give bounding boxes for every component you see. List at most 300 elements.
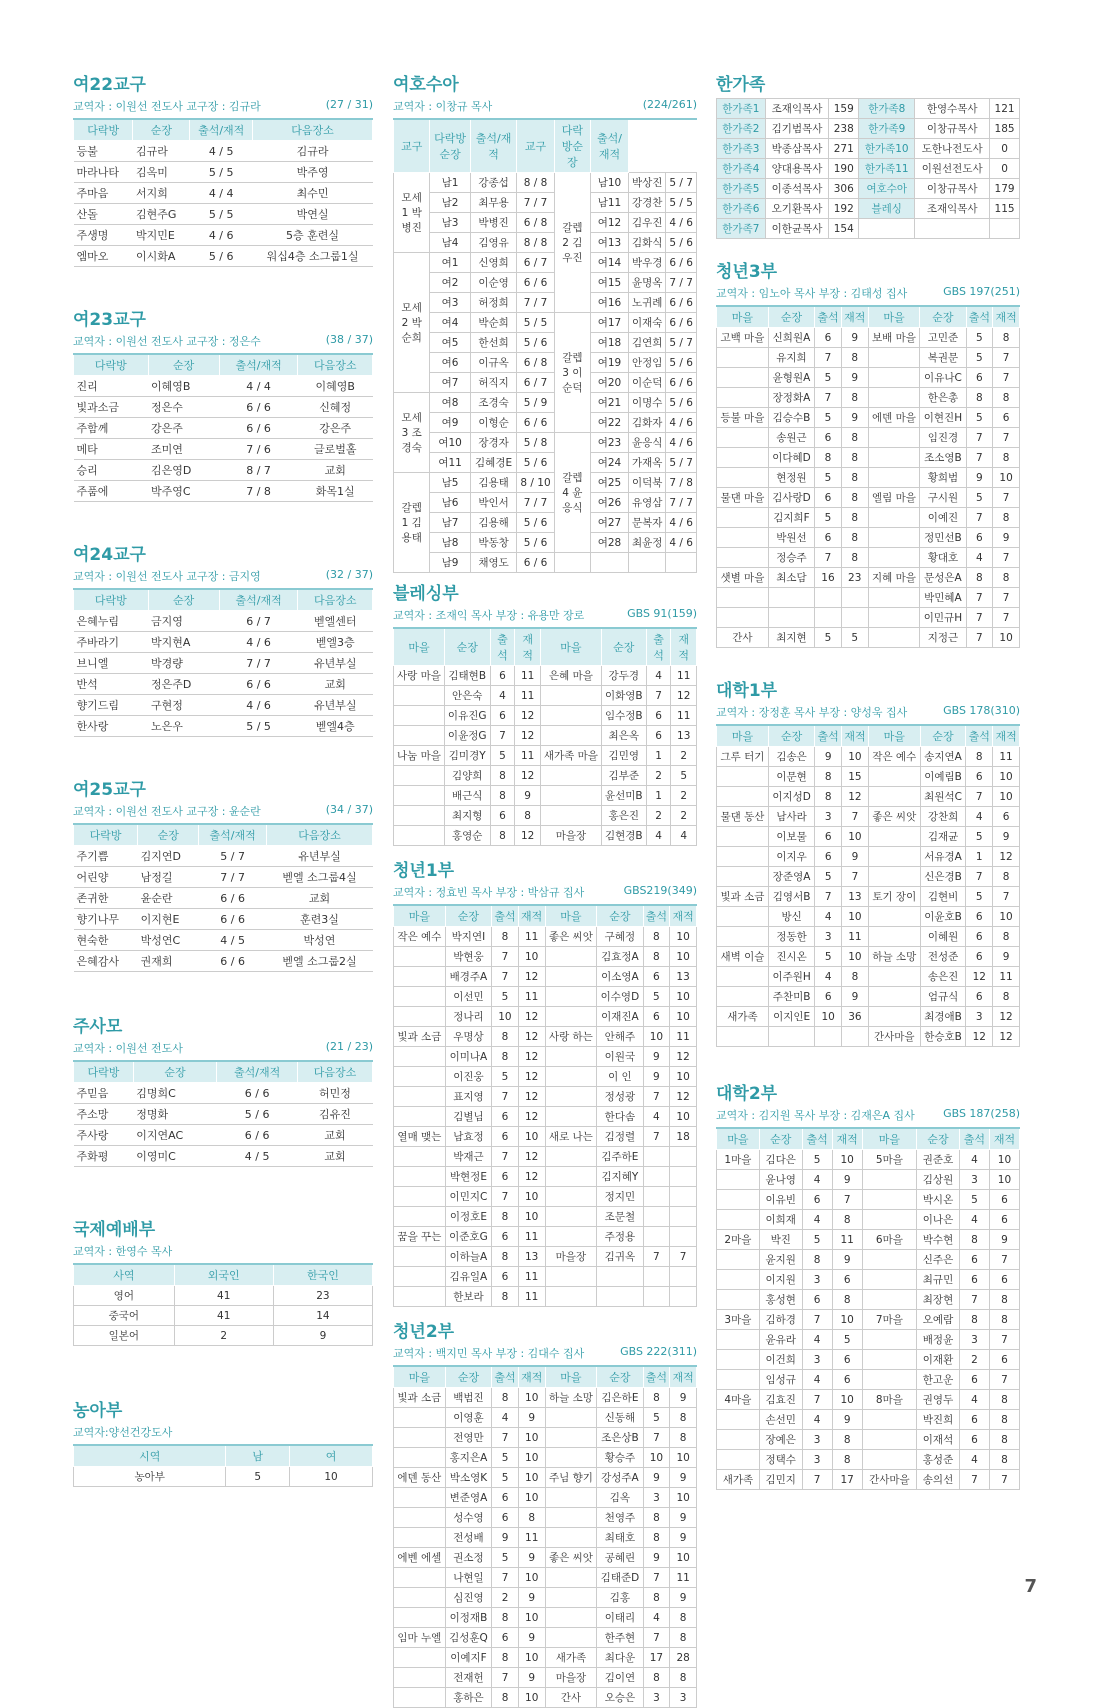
table-cell: 13: [842, 887, 869, 907]
table-cell: 8: [989, 1390, 1019, 1410]
table-cell: 남사라: [768, 807, 814, 827]
table-cell: 10: [643, 1448, 670, 1468]
table-cell: 9: [670, 1388, 697, 1408]
table-cell: 12: [515, 826, 541, 846]
table-cell: [545, 1147, 597, 1167]
count: (224/261): [642, 98, 697, 111]
table-cell: 이유빈: [759, 1190, 802, 1210]
table-cell: 9: [832, 1250, 862, 1270]
table-cell: 10: [842, 947, 869, 967]
page-number: 7: [1024, 1576, 1037, 1597]
table-cell: 10: [993, 787, 1020, 807]
table-cell: [868, 907, 920, 927]
header-row: [717, 1128, 1020, 1150]
table-cell: 6: [492, 1488, 519, 1508]
table-cell: 5 / 7: [666, 453, 697, 473]
table-cell: 6: [492, 1227, 519, 1247]
table-cell: [394, 1528, 446, 1548]
table-cell: 이문현: [768, 767, 814, 787]
table-row: [394, 1107, 697, 1127]
table-cell: 이윤호B: [920, 907, 966, 927]
table-cell: 여21: [591, 393, 629, 413]
table-cell: 8: [989, 1310, 1019, 1330]
table-cell: [815, 608, 842, 628]
table-cell: 조문철: [597, 1207, 643, 1227]
table-row: [394, 253, 697, 273]
section: [73, 540, 373, 737]
section-title: 여24교구: [73, 545, 146, 565]
table-cell: [394, 1167, 446, 1187]
table-cell: 9: [492, 1528, 519, 1548]
table-cell: [868, 368, 920, 388]
table-cell: 주소망: [74, 1104, 134, 1125]
table-cell: 김용해: [470, 513, 517, 533]
table-cell: 6: [993, 408, 1020, 428]
table-cell: 한가족4: [717, 159, 766, 179]
table-cell: 154: [829, 219, 859, 239]
table-cell: 한보라: [445, 1287, 491, 1307]
column-header: 재적: [842, 725, 869, 747]
table-cell: [717, 867, 769, 887]
table-cell: 4: [646, 666, 671, 686]
table-cell: 홍하은: [445, 1688, 491, 1708]
column-header: 출석: [643, 1366, 670, 1388]
table-cell: 빛과 소금: [394, 1027, 446, 1047]
column-header: 다락방: [74, 1061, 134, 1083]
table-cell: 조경숙: [470, 393, 517, 413]
table-cell: 5 / 6: [666, 233, 697, 253]
section-title: 한가족: [716, 75, 766, 95]
table-cell: 5 / 9: [517, 393, 554, 413]
table-row: [394, 353, 697, 373]
table-cell: 이영미C: [133, 1146, 216, 1167]
table-cell: 4: [643, 1608, 670, 1628]
table-cell: 김영유: [470, 233, 517, 253]
table-cell: 주마음: [74, 183, 133, 204]
header-row: [717, 306, 1020, 328]
table-cell: 4 / 5: [199, 930, 267, 951]
table-cell: 5 / 8: [517, 433, 554, 453]
column-header: 재적: [670, 1366, 697, 1388]
table-row: [394, 1408, 697, 1428]
column-header: 재적: [515, 628, 541, 666]
table-cell: 전성준: [920, 947, 966, 967]
table-cell: 7: [815, 348, 842, 368]
table-row: [717, 887, 1020, 907]
table-cell: 6: [815, 827, 842, 847]
table-cell: [670, 1167, 697, 1187]
table-cell: 12: [515, 726, 541, 746]
table-cell: [717, 448, 769, 468]
table-cell: 한가족1: [717, 99, 766, 119]
section-subtitle: [73, 1424, 373, 1440]
group-cell: 갈렙 2 김우진: [554, 173, 590, 313]
section-subtitle: [716, 704, 1020, 720]
table-cell: 7: [643, 1247, 670, 1267]
hanfam-table: [716, 98, 1020, 239]
table-cell: [915, 219, 990, 239]
table-cell: 12: [670, 1087, 697, 1107]
table-cell: 여6: [430, 353, 470, 373]
table-cell: 김현주G: [133, 204, 190, 225]
table-cell: 121: [990, 99, 1020, 119]
table-cell: 8: [643, 927, 670, 947]
table-cell: 진리: [74, 376, 149, 397]
table-cell: [862, 1430, 916, 1450]
table-row: [717, 1330, 1020, 1350]
count: GBS 91(159): [627, 607, 697, 620]
table-cell: [394, 1508, 446, 1528]
table-cell: 7마을: [862, 1310, 916, 1330]
table-cell: 8: [815, 787, 842, 807]
table-cell: 최지형: [444, 806, 490, 826]
table-cell: [540, 806, 601, 826]
table-cell: 8: [841, 548, 868, 568]
table-cell: [717, 508, 769, 528]
table-cell: 한가족8: [859, 99, 915, 119]
column-header: 재적: [518, 1366, 545, 1388]
table-cell: 10: [518, 947, 545, 967]
table-cell: 전재헌: [445, 1668, 491, 1688]
table-cell: [717, 1170, 760, 1190]
table-cell: 산돌: [74, 204, 133, 225]
table-cell: 새가족: [545, 1648, 597, 1668]
table-cell: [545, 1287, 597, 1307]
table-cell: 4: [643, 1107, 670, 1127]
table-cell: 박인서: [470, 493, 517, 513]
table-row: [717, 219, 1020, 239]
table-cell: 벧엘3층: [298, 632, 373, 653]
table-cell: [540, 766, 601, 786]
table-cell: 김옥미: [133, 162, 190, 183]
table-cell: 10: [518, 1187, 545, 1207]
table-row: [394, 1388, 697, 1408]
table-row: [717, 468, 1020, 488]
table-cell: 여5: [430, 333, 470, 353]
table-row: [394, 393, 697, 413]
table-cell: [841, 608, 868, 628]
column-header: 출석/재적: [199, 824, 267, 846]
column-header: 다음장소: [266, 824, 372, 846]
table-cell: 이유진G: [444, 706, 490, 726]
count: GBS 197(251): [943, 285, 1020, 298]
column-header: 순장: [917, 1128, 960, 1150]
table-cell: 이원국: [597, 1047, 643, 1067]
table-cell: 김지연D: [138, 846, 199, 867]
table-row: [717, 159, 1020, 179]
table-cell: 김현비: [920, 887, 966, 907]
table-cell: 8: [989, 1430, 1019, 1450]
table-cell: 6: [993, 807, 1020, 827]
table-cell: 16: [815, 568, 842, 588]
table-cell: 이순영: [470, 273, 517, 293]
table-cell: 장예은: [759, 1430, 802, 1450]
table-cell: [643, 1207, 670, 1227]
table-cell: 박주영: [253, 162, 373, 183]
table-row: [394, 1287, 697, 1307]
table-cell: 박주영C: [148, 481, 219, 502]
table-cell: 윤유라: [759, 1330, 802, 1350]
section: [73, 70, 373, 267]
table-row: [717, 1190, 1020, 1210]
table-row: [394, 1428, 697, 1448]
table-row: [717, 867, 1020, 887]
table-cell: [545, 1087, 597, 1107]
table-cell: 글로벌홀: [298, 439, 373, 460]
table-cell: 강은주: [148, 418, 219, 439]
table-row: [394, 1047, 697, 1067]
table-cell: [717, 847, 769, 867]
table-cell: [545, 1067, 597, 1087]
table-row: [717, 548, 1020, 568]
header-row: [394, 905, 697, 927]
table-cell: 변준영A: [445, 1488, 491, 1508]
table-row: [717, 348, 1020, 368]
table-cell: 2: [671, 786, 697, 806]
table-cell: 8: [643, 1668, 670, 1688]
table-cell: 8: [490, 766, 515, 786]
table-cell: 이수영D: [597, 987, 643, 1007]
table-cell: [670, 1267, 697, 1287]
count: GBS 178(310): [943, 704, 1020, 717]
table-cell: 홍영순: [444, 826, 490, 846]
table-cell: 6: [815, 428, 842, 448]
table-cell: 6 / 6: [217, 1125, 298, 1146]
table-cell: 이정호E: [445, 1207, 491, 1227]
table-cell: 12: [518, 1087, 545, 1107]
table-row: [717, 807, 1020, 827]
table-cell: 6 / 6: [199, 909, 267, 930]
table-cell: [545, 967, 597, 987]
table-row: [717, 1370, 1020, 1390]
table-cell: 3: [802, 1270, 832, 1290]
data-table: [73, 588, 373, 737]
table-cell: 6: [832, 1350, 862, 1370]
table-row: [394, 513, 697, 533]
section-subtitle: [73, 333, 373, 349]
table-cell: 가재옥: [628, 453, 665, 473]
table-cell: 박순희: [470, 313, 517, 333]
table-cell: 10: [670, 1448, 697, 1468]
table-row: [717, 1450, 1020, 1470]
table-cell: 8: [670, 1608, 697, 1628]
table-cell: 오예람: [917, 1310, 960, 1330]
table-cell: 4 / 6: [666, 433, 697, 453]
table-row: [394, 746, 697, 766]
column-header: 다락방: [74, 354, 149, 376]
staff-line: 교역자 : 임노아 목사 부장 : 김태성 집사: [716, 287, 908, 300]
table-cell: 6: [492, 1628, 519, 1648]
table-row: [717, 448, 1020, 468]
table-cell: 6: [815, 987, 842, 1007]
column-header: 교구: [394, 119, 430, 173]
table-cell: 여23: [591, 433, 629, 453]
table-cell: 이희재: [759, 1210, 802, 1230]
table-cell: 유년부실: [298, 695, 373, 716]
column-header: 마을: [394, 1366, 446, 1388]
table-cell: 6: [989, 1190, 1019, 1210]
table-cell: 장정화A: [768, 388, 814, 408]
table-row: [394, 1127, 697, 1147]
table-cell: [859, 219, 915, 239]
table-cell: 7: [492, 947, 519, 967]
table-cell: 전성배: [445, 1528, 491, 1548]
table-cell: 4 / 6: [219, 695, 298, 716]
table-cell: 간사마을: [862, 1470, 916, 1490]
column-header: 재적: [518, 905, 545, 927]
table-cell: 8: [841, 508, 868, 528]
table-cell: 마을장: [545, 1668, 597, 1688]
table-row: [74, 246, 373, 267]
table-cell: 9: [643, 1548, 670, 1568]
table-cell: 이지현E: [138, 909, 199, 930]
table-cell: 여11: [430, 453, 470, 473]
staff-line: 교역자:양선건강도사: [73, 1426, 173, 1439]
column-header: 출석/재적: [219, 354, 298, 376]
table-cell: [545, 1007, 597, 1027]
table-cell: 7: [492, 1668, 519, 1688]
table-cell: 엄규식: [920, 987, 966, 1007]
table-cell: 5: [815, 368, 842, 388]
table-row: [74, 716, 373, 737]
column-header: 순장: [133, 1061, 216, 1083]
table-cell: 9: [515, 786, 541, 806]
table-cell: [545, 1047, 597, 1067]
table-cell: 조소영B: [920, 448, 966, 468]
table-cell: 6 / 6: [219, 418, 298, 439]
table-row: [74, 1326, 373, 1346]
table-cell: 윤형원A: [768, 368, 814, 388]
group-cell: 갈렙 1 김용태: [394, 473, 430, 573]
table-row: [394, 1448, 697, 1468]
table-cell: 6 / 7: [517, 253, 554, 273]
table-cell: 8: [492, 1287, 519, 1307]
column-header: 마을: [862, 1128, 916, 1150]
table-cell: 간사: [545, 1688, 597, 1708]
table-cell: 강경찬: [628, 193, 665, 213]
table-cell: 13: [671, 726, 697, 746]
table-cell: 공혜린: [597, 1548, 643, 1568]
table-cell: 신동해: [597, 1408, 643, 1428]
table-cell: 화목1실: [298, 481, 373, 502]
column-left: [73, 70, 373, 1487]
table-cell: 이원선전도사: [915, 159, 990, 179]
table-cell: 여22: [591, 413, 629, 433]
table-cell: 최은옥: [601, 726, 646, 746]
table-cell: 임수정B: [601, 706, 646, 726]
table-row: [394, 493, 697, 513]
section: [73, 1215, 373, 1346]
table-cell: 교회: [298, 1146, 373, 1167]
column-header: 출석: [966, 306, 993, 328]
table-cell: 5: [802, 1230, 832, 1250]
table-cell: 5: [643, 987, 670, 1007]
table-cell: 박상진: [628, 173, 665, 193]
table-cell: 7: [492, 1187, 519, 1207]
table-cell: [545, 1107, 597, 1127]
table-cell: 박현정E: [445, 1167, 491, 1187]
table-cell: [394, 1047, 446, 1067]
table-cell: 5 / 6: [517, 513, 554, 533]
table-cell: 이진웅: [445, 1067, 491, 1087]
table-cell: 백범진: [445, 1388, 491, 1408]
table-cell: 하늘 소망: [868, 947, 920, 967]
table-row: [394, 333, 697, 353]
table-cell: 11: [518, 987, 545, 1007]
table-cell: 9: [670, 1588, 697, 1608]
table-cell: 여호수아: [859, 179, 915, 199]
table-cell: 구현정: [148, 695, 219, 716]
table-row: [74, 1125, 373, 1146]
table-cell: 3: [815, 927, 842, 947]
table-cell: 3: [966, 1007, 993, 1027]
table-cell: 사랑 하는: [545, 1027, 597, 1047]
table-cell: 7: [966, 508, 993, 528]
table-cell: 2: [646, 806, 671, 826]
table-cell: 박지연I: [445, 927, 491, 947]
table-cell: 8 / 8: [517, 173, 554, 193]
table-cell: 김민지: [759, 1470, 802, 1490]
table-row: [394, 553, 697, 573]
table-row: [394, 373, 697, 393]
table-cell: 4 / 6: [219, 632, 298, 653]
table-row: [394, 1528, 697, 1548]
table-cell: 김기범목사: [765, 119, 829, 139]
table-cell: [717, 907, 769, 927]
table-cell: 5: [966, 328, 993, 348]
table-cell: 8: [993, 508, 1020, 528]
table-row: [394, 1488, 697, 1508]
section: [393, 70, 697, 573]
column-header: 다락방: [74, 589, 149, 611]
table-cell: 4 / 6: [666, 513, 697, 533]
table-cell: 물댄 마을: [717, 488, 769, 508]
table-cell: 6: [815, 488, 842, 508]
table-cell: 한은총: [920, 388, 966, 408]
table-cell: 서유경A: [920, 847, 966, 867]
table-cell: [868, 548, 920, 568]
table-cell: 주화평: [74, 1146, 134, 1167]
table-cell: 6 / 6: [219, 674, 298, 695]
table-cell: 최윤정: [628, 533, 665, 553]
table-cell: 7: [993, 548, 1020, 568]
table-row: [394, 1187, 697, 1207]
table-cell: 김명희C: [133, 1083, 216, 1104]
table-cell: [540, 786, 601, 806]
table-cell: 주믿음: [74, 1083, 134, 1104]
table-cell: 10: [993, 767, 1020, 787]
table-row: [74, 141, 373, 162]
table-cell: 보배 마을: [868, 328, 920, 348]
table-cell: 12: [993, 1007, 1020, 1027]
table-cell: 남8: [430, 533, 470, 553]
table-cell: 9: [832, 1410, 862, 1430]
table-cell: 11: [515, 746, 541, 766]
table-row: [394, 1648, 697, 1668]
header-row: [74, 1445, 373, 1467]
table-cell: 6: [802, 1290, 832, 1310]
table-cell: 8 / 10: [517, 473, 554, 493]
table-cell: 마을장: [545, 1247, 597, 1267]
table-cell: 5 / 6: [217, 1104, 298, 1125]
table-cell: [717, 1210, 760, 1230]
table-cell: 최다운: [597, 1648, 643, 1668]
table-row: [74, 632, 373, 653]
table-cell: [670, 1187, 697, 1207]
table-cell: 김태준D: [597, 1568, 643, 1588]
table-cell: [643, 1167, 670, 1187]
table-cell: 최규민: [917, 1270, 960, 1290]
